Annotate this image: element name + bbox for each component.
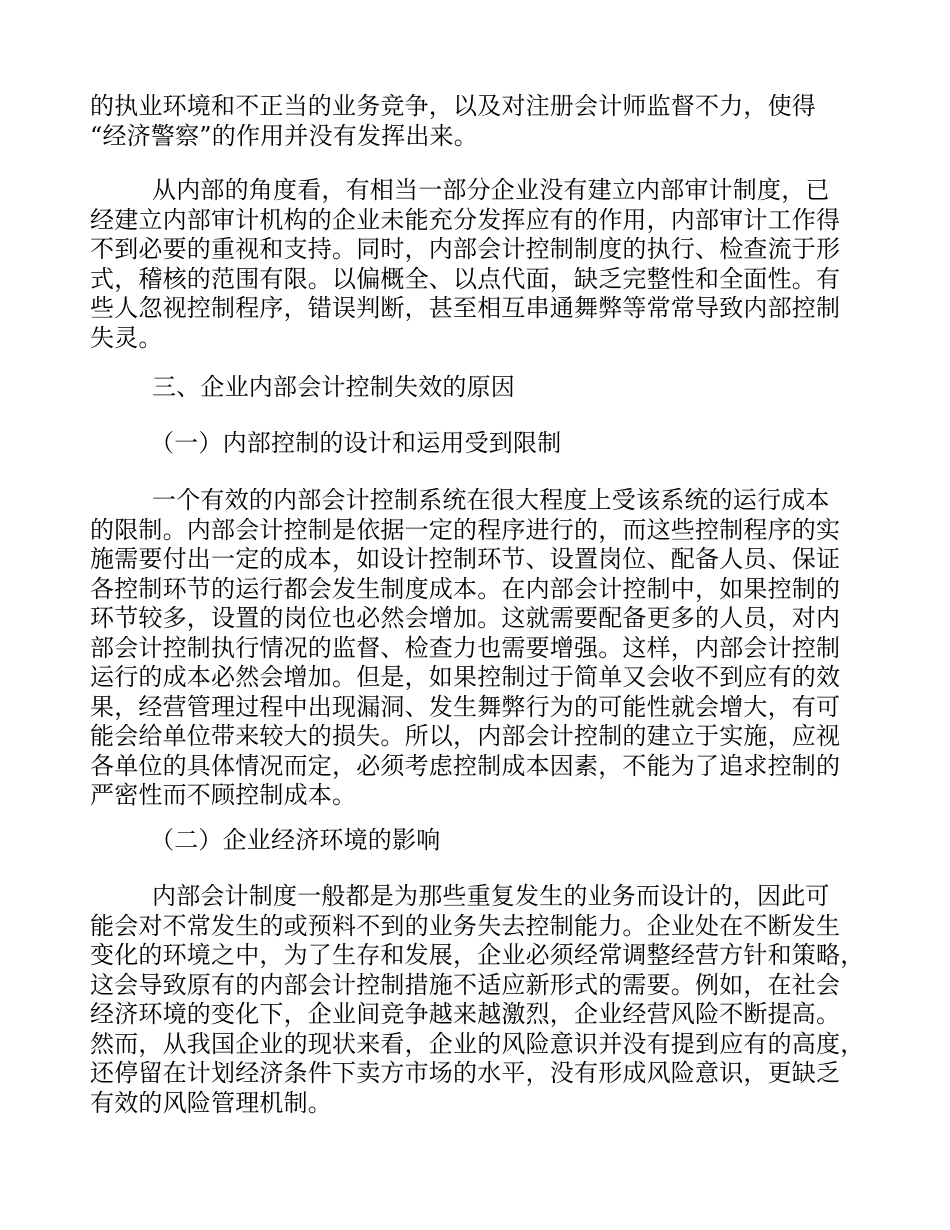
text-line: 施需要付出一定的成本，如设计控制环节、设置岗位、配备人员、保证: [90, 545, 841, 573]
subsection-heading: [90, 826, 862, 856]
text-line: 不到必要的重视和支持。同时，内部会计控制制度的执行、检查流于形: [90, 235, 841, 263]
text-line: 这会导致原有的内部会计控制措施不适应新形式的需要。例如，在社会: [90, 970, 841, 999]
text-line: 式，稽核的范围有限。以偏概全、以点代面，缺乏完整性和全面性。有: [90, 264, 841, 293]
text-line: 的执业环境和不正当的业务竞争，以及对注册会计师监督不力，使得: [90, 92, 816, 120]
text-line: 内部会计制度一般都是为那些重复发生的业务而设计的，因此可: [152, 882, 830, 910]
text-line: 果，经营管理过程中出现漏洞、发生舞弊行为的可能性就会增大，有可: [90, 692, 841, 721]
text-line: 还停留在计划经济条件下卖方市场的水平，没有形成风险意识，更缺乏: [90, 1059, 841, 1087]
text-line: 能会对不常发生的或预料不到的业务失去控制能力。企业处在不断发生: [90, 911, 841, 940]
text-line: 从内部的角度看，有相当一部分企业没有建立内部审计制度，已: [152, 176, 830, 204]
heading-text: （二）企业经济环境的影响: [150, 826, 441, 854]
text-line: “经济警察”的作用并没有发挥出来。: [90, 121, 478, 150]
text-line: 变化的环境之中，为了生存和发展，企业必须经常调整经营方针和策略，: [90, 941, 865, 969]
heading-text: 三、企业内部会计控制失效的原因: [152, 373, 515, 401]
text-line: 运行的成本必然会增加。但是，如果控制过于简单又会收不到应有的效: [90, 663, 841, 691]
text-line: 严密性而不顾控制成本。: [90, 781, 357, 809]
text-line: 各单位的具体情况而定，必须考虑控制成本因素，不能为了追求控制的: [90, 751, 841, 780]
body-paragraph: [90, 486, 862, 811]
subsection-heading: [90, 429, 862, 459]
text-line: 些人忽视控制程序，错误判断，甚至相互串通舞弊等常常导致内部控制: [90, 294, 841, 322]
text-line: 经济环境的变化下，企业间竞争越来越激烈，企业经营风险不断提高。: [90, 1000, 841, 1028]
text-line: 环节较多，设置的岗位也必然会增加。这就需要配备更多的人员，对内: [90, 604, 841, 632]
section-heading: [90, 373, 862, 403]
text-line: 有效的风险管理机制。: [90, 1088, 332, 1117]
text-line: 各控制环节的运行都会发生制度成本。在内部会计控制中，如果控制的: [90, 574, 841, 603]
text-line: 的限制。内部会计控制是依据一定的程序进行的，而这些控制程序的实: [90, 515, 841, 544]
body-paragraph: [90, 882, 865, 1118]
body-paragraph: [90, 176, 862, 353]
text-line: 能会给单位带来较大的损失。所以，内部会计控制的建立于实施，应视: [90, 722, 841, 750]
text-line: 一个有效的内部会计控制系统在很大程度上受该系统的运行成本: [152, 486, 830, 514]
text-line: 经建立内部审计机构的企业未能充分发挥应有的作用，内部审计工作得: [90, 205, 841, 234]
text-line: 部会计控制执行情况的监督、检查力也需要增强。这样，内部会计控制: [90, 633, 841, 662]
text-line: 失灵。: [90, 323, 163, 352]
heading-text: （一）内部控制的设计和运用受到限制: [150, 429, 562, 457]
text-line: 然而，从我国企业的现状来看，企业的风险意识并没有提到应有的高度，: [90, 1029, 865, 1058]
body-paragraph: [90, 92, 862, 151]
